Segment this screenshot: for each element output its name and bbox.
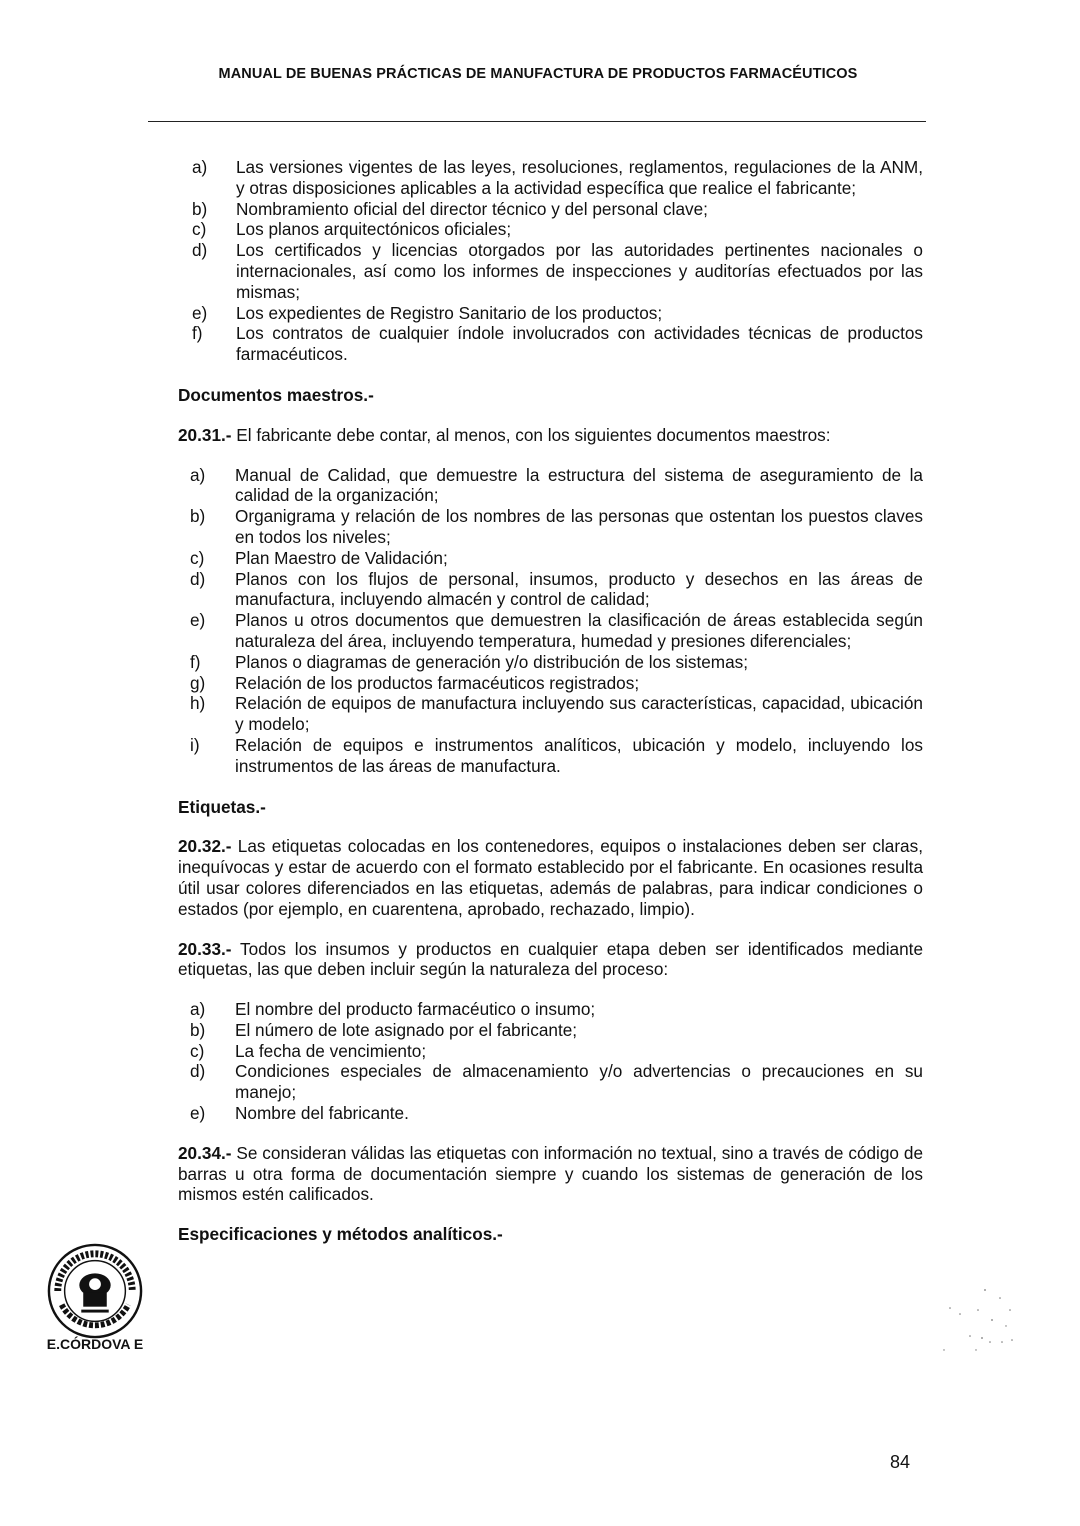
list-item <box>178 1103 923 1124</box>
list-text: Planos o diagramas de generación y/o distribución de los sistemas; <box>235 651 749 672</box>
paragraph-20-32 <box>178 836 923 919</box>
list-item <box>178 1041 923 1062</box>
list-item <box>178 506 923 548</box>
section-heading-master-documents: Documentos maestros.- <box>178 384 374 405</box>
list-text: Relación de equipos de manufactura incluyendo sus características, capacidad, ubicación y modelo; <box>235 693 923 735</box>
list-text: Manual de Calidad, que demuestre la estructura del sistema de aseguramiento de la calidad de la organización; <box>235 464 923 506</box>
list-text: Los contratos de cualquier índole involucrados con actividades técnicas de productos farmacéuticos. <box>236 323 923 365</box>
list-text: La fecha de vencimiento; <box>235 1040 427 1061</box>
list-text: Relación de los productos farmacéuticos registrados; <box>235 672 640 693</box>
page-header: MANUAL DE BUENAS PRÁCTICAS DE MANUFACTURA DE PRODUCTOS FARMACÉUTICOS <box>218 66 858 82</box>
list-text: Nombramiento oficial del director técnico y del personal clave; <box>236 198 708 219</box>
header-rule <box>148 121 926 122</box>
list-item <box>178 1061 923 1103</box>
paragraph-number: 20.31.- <box>178 424 232 445</box>
list-item <box>178 303 923 324</box>
list-item <box>178 999 923 1020</box>
scan-artifact <box>930 1280 1020 1360</box>
page-content <box>178 157 923 1264</box>
list-item <box>178 652 923 673</box>
paragraph-number: 20.34.- <box>178 1142 232 1163</box>
list-marker: b) <box>192 198 208 219</box>
list-marker: e) <box>190 1103 206 1124</box>
list-marker: c) <box>192 219 207 240</box>
list-marker: g) <box>190 672 206 693</box>
list-marker: h) <box>190 693 206 714</box>
paragraph-number: 20.33.- <box>178 938 232 959</box>
list-marker: e) <box>192 302 208 323</box>
list-item <box>178 673 923 694</box>
list-marker: a) <box>190 464 206 485</box>
list-text: Organigrama y relación de los nombres de las personas que ostentan los puestos claves en todos los niveles; <box>235 506 923 547</box>
list-text: Planos u otros documentos que demuestren la clasificación de áreas establecida según naturaleza del área, incluyendo temperatura, humedad y presiones diferenciales; <box>235 610 923 651</box>
list-text: Nombre del fabricante. <box>235 1103 409 1124</box>
list-item <box>178 735 923 777</box>
list-item <box>178 240 923 302</box>
list-item <box>178 219 923 240</box>
list-marker: d) <box>190 1061 206 1082</box>
list-text: Condiciones especiales de almacenamiento y/o advertencias o precauciones en su manejo; <box>235 1061 923 1103</box>
list-text: Los planos arquitectónicos oficiales; <box>236 219 512 240</box>
paragraph-text: Se consideran válidas las etiquetas con información no textual, sino a través de código de barras u otra forma de documentación siempre y cuando los sistemas de generación de los mismos estén calificados. <box>178 1142 923 1205</box>
paragraph-text: El fabricante debe contar, al menos, con los siguientes documentos maestros: <box>231 424 831 445</box>
requirements-list <box>178 157 923 365</box>
list-item <box>178 465 923 507</box>
list-item <box>178 548 923 569</box>
list-text: Las versiones vigentes de las leyes, resoluciones, reglamentos, regulaciones de la ANM, y otras disposiciones aplicables a la actividad específica que realice el fabricante; <box>236 157 923 198</box>
list-marker: a) <box>192 157 208 177</box>
seal-signature-caption: E.CÓRDOVA E <box>46 1336 144 1352</box>
list-item <box>178 199 923 220</box>
list-text: Los expedientes de Registro Sanitario de los productos; <box>236 302 663 323</box>
list-marker: f) <box>190 651 201 672</box>
list-text: El nombre del producto farmacéutico o insumo; <box>235 999 596 1020</box>
list-text: Plan Maestro de Validación; <box>235 547 448 568</box>
list-item <box>178 323 923 365</box>
list-marker: i) <box>190 734 200 755</box>
list-marker: f) <box>192 323 203 344</box>
label-contents-list <box>178 999 923 1124</box>
list-item <box>178 1020 923 1041</box>
page-number: 84 <box>890 1452 911 1472</box>
list-text: Relación de equipos e instrumentos analíticos, ubicación y modelo, incluyendo los instrumentos de las áreas de manufactura. <box>235 734 923 776</box>
list-item <box>178 610 923 652</box>
list-marker: c) <box>190 1040 205 1061</box>
list-item <box>178 693 923 735</box>
list-text: Planos con los flujos de personal, insumos, producto y desechos en las áreas de manufactura, incluyendo almacén y control de calidad; <box>235 568 923 610</box>
list-marker: c) <box>190 547 205 568</box>
list-marker: a) <box>190 999 206 1020</box>
list-marker: b) <box>190 506 206 527</box>
list-text: Los certificados y licencias otorgados por las autoridades pertinentes nacionales o internacionales, así como los informes de inspecciones y auditorías efectuados por las mismas; <box>236 240 923 302</box>
list-text: El número de lote asignado por el fabricante; <box>235 1019 578 1040</box>
list-item <box>178 569 923 611</box>
list-marker: d) <box>192 240 208 261</box>
paragraph-text: Todos los insumos y productos en cualquier etapa deben ser identificados mediante etiquetas, las que deben incluir según la naturaleza del proceso: <box>178 938 923 980</box>
official-seal-icon <box>46 1242 144 1340</box>
paragraph-20-33 <box>178 939 923 981</box>
paragraph-number: 20.32.- <box>178 836 232 857</box>
list-marker: b) <box>190 1019 206 1040</box>
list-marker: d) <box>190 568 206 589</box>
list-item <box>178 157 923 199</box>
list-marker: e) <box>190 610 206 631</box>
paragraph-text: Las etiquetas colocadas en los contenedores, equipos o instalaciones deben ser claras, inequívocas y estar de acuerdo con el formato establecido por el fabricante. En ocasiones resulta útil usar colores diferenciados en las etiquetas, además de palabras, para indicar condiciones o estados (por ejemplo, en cuarentena, aprobado, rechazado, limpio). <box>178 836 923 919</box>
paragraph-20-31 <box>178 425 923 446</box>
section-heading-labels: Etiquetas.- <box>178 796 266 817</box>
master-documents-list <box>178 465 923 777</box>
paragraph-20-34 <box>178 1143 923 1205</box>
section-heading-specifications: Especificaciones y métodos analíticos.- <box>178 1224 503 1245</box>
